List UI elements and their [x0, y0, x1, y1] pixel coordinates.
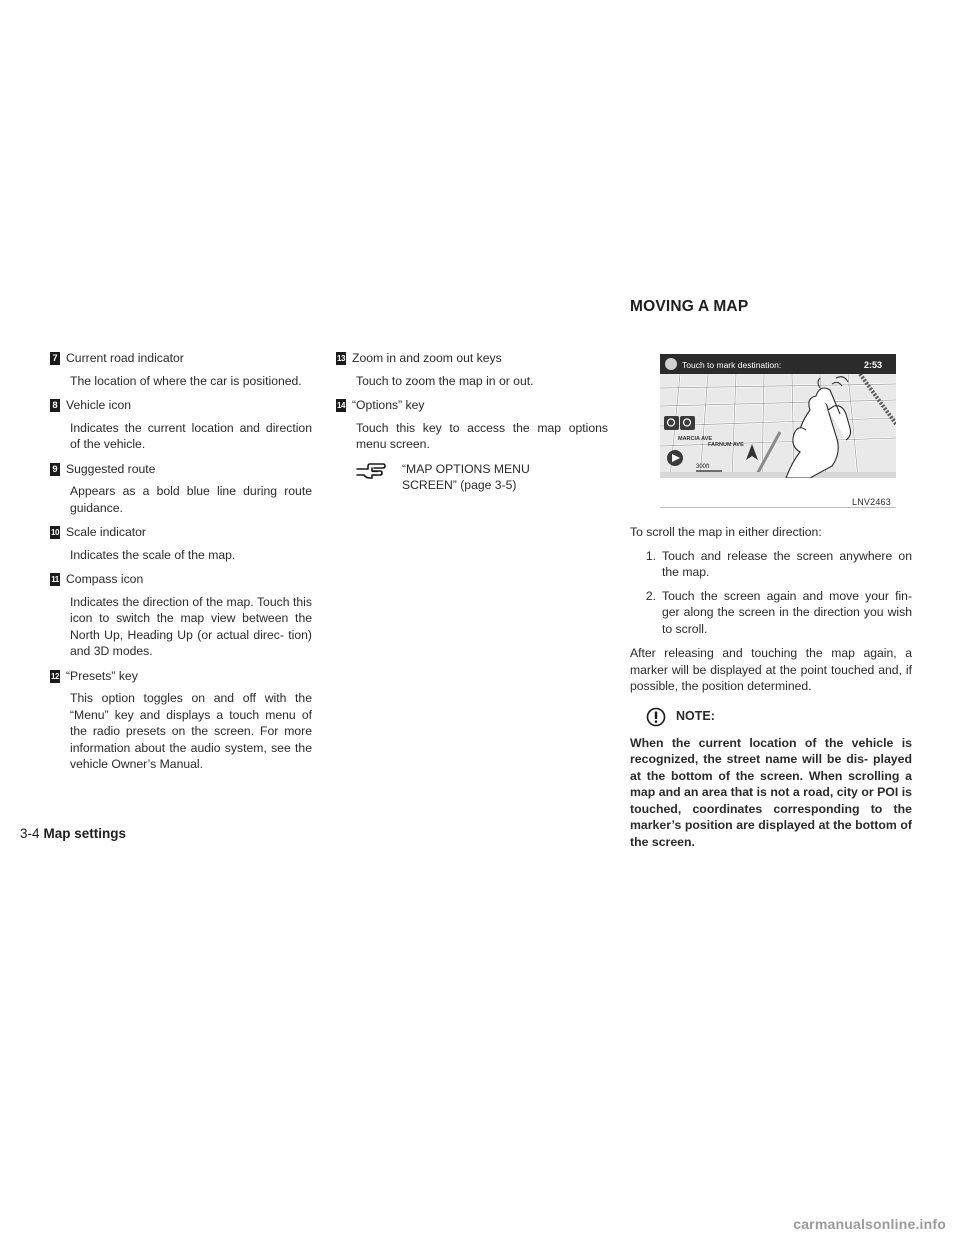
item-description: This option toggles on and off with the “Menu” key and displays a touch menu of the radio presets on the screen. For more information about the audio system, see the vehicle Owner’s Manual. [70, 691, 312, 771]
item-title: Zoom in and zoom out keys [352, 351, 502, 365]
item-description: Touch to zoom the map in or out. [356, 373, 534, 388]
reference-line-1: “MAP OPTIONS MENU [402, 461, 530, 476]
right-column [630, 524, 912, 850]
section-title: MOVING A MAP [630, 298, 749, 315]
item-description: Indicates the current location and direction of the vehicle. [70, 420, 312, 451]
street-label-1: MARCIA AVE [678, 436, 713, 442]
map-screen-figure [660, 354, 896, 478]
item-presets-key [50, 668, 312, 773]
figure-divider [660, 507, 896, 508]
item-scale-indicator [50, 524, 312, 563]
item-title: Compass icon [66, 572, 144, 586]
middle-column [336, 350, 608, 502]
note-label: NOTE: [676, 709, 715, 724]
item-description: Appears as a bold blue line during route guidance. [70, 484, 312, 515]
pointing-hand-icon [356, 461, 386, 481]
item-compass-icon [50, 571, 312, 660]
item-number-badge: 7 [50, 352, 60, 365]
item-description: Touch this key to access the map options menu screen. [356, 420, 608, 451]
zoom-out-icon [680, 416, 695, 430]
note-text: When the current location of the vehicle is recognized, the street name will be dis- played at the bottom of the screen. When scrolling a map and an area that is not a road, city or POI is touched, coordinates corresponding to the marker’s position are displayed at the bottom of the screen. [630, 735, 912, 849]
cross-reference[interactable] [336, 461, 608, 494]
item-description: The location of where the car is positioned. [70, 373, 302, 388]
item-number-badge: 8 [50, 399, 60, 412]
note-header [630, 707, 912, 727]
item-description: Indicates the direction of the map. Touch this icon to switch the map view between the North Up, Heading Up (or actual direc- tion) and 3D modes. [70, 594, 312, 658]
watermark[interactable]: carmanualsonline.info [793, 1216, 946, 1232]
page-number: 3-4 [20, 826, 40, 841]
item-number-badge: 10 [51, 528, 59, 537]
item-zoom-keys [336, 350, 608, 389]
item-number-badge: 12 [51, 671, 59, 681]
item-title: “Presets” key [66, 668, 138, 683]
zoom-in-icon [664, 416, 679, 430]
scale-text: 300ft [696, 464, 710, 470]
step-1 [630, 548, 912, 581]
item-number-badge: 9 [50, 463, 60, 476]
step-text: Touch and release the screen anywhere on the map. [662, 548, 912, 579]
chapter-name: Map settings [43, 826, 127, 841]
step-number: 1. [645, 548, 656, 563]
item-options-key [336, 397, 608, 494]
item-title: Vehicle icon [66, 398, 132, 412]
destination-icon [665, 358, 677, 370]
street-label-2: FARNUM AVE [708, 442, 744, 448]
item-title: Scale indicator [66, 525, 146, 539]
item-number-badge: 11 [51, 575, 59, 584]
figure-code: LNV2463 [852, 497, 891, 507]
item-title: “Options” key [352, 398, 425, 412]
item-current-road-indicator [50, 350, 312, 389]
page-footer [20, 826, 126, 841]
step-2 [630, 588, 912, 638]
left-column [50, 350, 312, 781]
step-text: Touch the screen again and move your fin- ger along the screen in the direction you wish to scroll. [662, 588, 912, 636]
item-vehicle-icon [50, 397, 312, 453]
reference-line-2: SCREEN” (page 3-5) [402, 478, 517, 492]
item-description: Indicates the scale of the map. [70, 547, 236, 562]
after-release-paragraph: After releasing and touching the map again, a marker will be displayed at the point touched and, if possible, the position determined. [630, 646, 912, 693]
item-suggested-route [50, 461, 312, 517]
item-title: Suggested route [66, 461, 156, 476]
note-warning-icon [646, 707, 666, 727]
scroll-intro: To scroll the map in either direction: [630, 525, 822, 539]
item-number-badge: 13 [337, 354, 345, 363]
step-number: 2. [645, 588, 656, 603]
clock-text: 2:53 [864, 360, 883, 370]
item-number-badge: 14 [337, 401, 345, 410]
item-title: Current road indicator [66, 351, 184, 365]
banner-text: Touch to mark destination: [682, 360, 782, 370]
